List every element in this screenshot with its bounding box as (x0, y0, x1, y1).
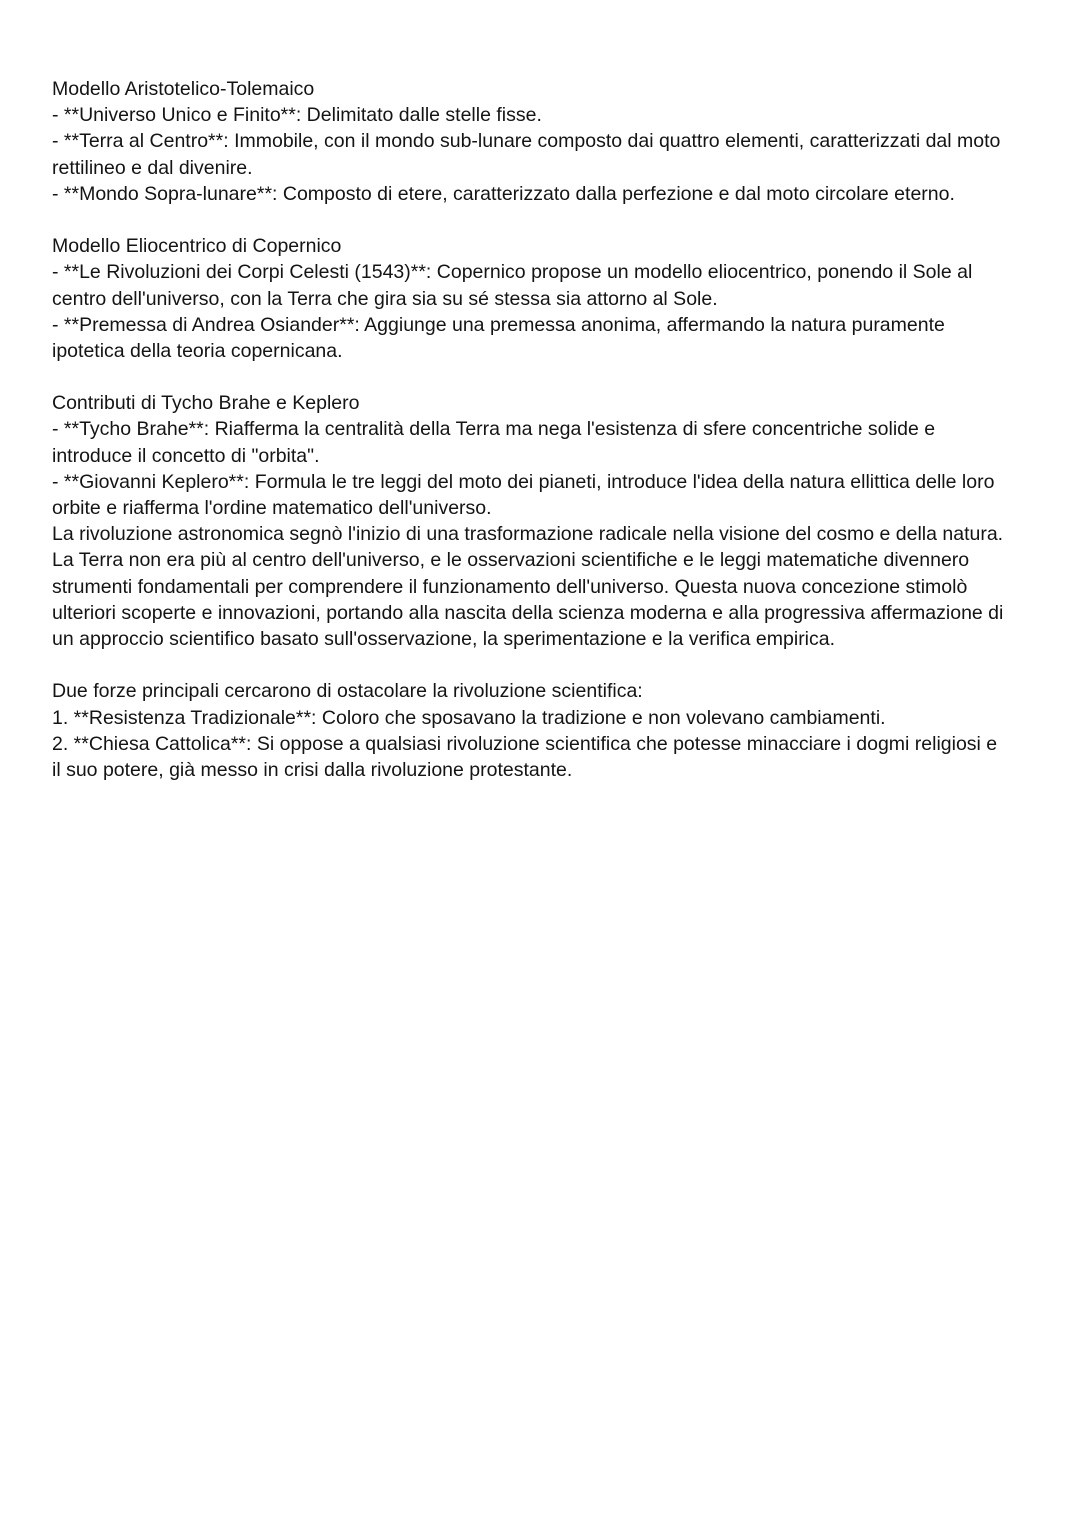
paragraph-gap (52, 652, 1037, 678)
section-copernican-model (52, 233, 1037, 364)
text-line: - **Giovanni Keplero**: Formula le tre leggi del moto dei pianeti, introduce l'idea della natura ellittica delle loro (52, 470, 995, 493)
text-line: centro dell'universo, con la Terra che gira sia su sé stessa sia attorno al Sole. (52, 287, 718, 310)
section-heading: Modello Aristotelico-Tolemaico (52, 78, 315, 100)
text-line: rettilineo e dal divenire. (52, 156, 253, 179)
list-item: 1. **Resistenza Tradizionale**: Coloro che sposavano la tradizione e non volevano cambiamenti. (52, 706, 886, 729)
section-heading: Modello Eliocentrico di Copernico (52, 235, 342, 258)
text-line: un approccio scientifico basato sull'osservazione, la sperimentazione e la verifica empirica. (52, 627, 836, 650)
text-line: La rivoluzione astronomica segnò l'inizio di una trasformazione radicale nella visione del cosmo e della natura. (52, 523, 1004, 546)
section-aristotelian-model (52, 76, 1037, 207)
paragraph-gap (52, 207, 1037, 233)
text-line: - **Premessa di Andrea Osiander**: Aggiunge una premessa anonima, affermando la natura puramente (52, 313, 945, 336)
text-line: ulteriori scoperte e innovazioni, portando alla nascita della scienza moderna e alla progressiva affermazione di (52, 601, 1004, 624)
text-line: - **Mondo Sopra-lunare**: Composto di etere, caratterizzato dalla perfezione e dal moto circolare eterno. (52, 182, 955, 205)
section-heading: Contributi di Tycho Brahe e Keplero (52, 392, 360, 415)
text-line: - **Universo Unico e Finito**: Delimitato dalle stelle fisse. (52, 104, 542, 127)
text-line: introduce il concetto di "orbita". (52, 444, 320, 467)
text-line: - **Le Rivoluzioni dei Corpi Celesti (1543)**: Copernico propose un modello eliocentrico, ponendo il Sole al (52, 261, 973, 284)
document-page (52, 76, 1037, 783)
list-item: il suo potere, già messo in crisi dalla rivoluzione protestante. (52, 758, 573, 781)
section-brahe-kepler (52, 390, 1037, 652)
text-line: strumenti fondamentali per comprendere il funzionamento dell'universo. Questa nuova concezione stimolò (52, 575, 968, 598)
text-line: - **Terra al Centro**: Immobile, con il mondo sub-lunare composto dai quattro elementi, caratterizzati dal moto (52, 130, 1001, 153)
text-line: orbite e riafferma l'ordine matematico dell'universo. (52, 497, 492, 519)
text-line: ipotetica della teoria copernicana. (52, 339, 343, 362)
paragraph-gap (52, 364, 1037, 390)
text-line: - **Tycho Brahe**: Riafferma la centralità della Terra ma nega l'esistenza di sfere concentriche solide e (52, 418, 936, 441)
text-line: La Terra non era più al centro dell'universo, e le osservazioni scientifiche e le leggi matematiche divennero (52, 549, 970, 572)
section-opposing-forces (52, 678, 1037, 783)
list-item: 2. **Chiesa Cattolica**: Si oppose a qualsiasi rivoluzione scientifica che potesse minacciare i dogmi religiosi e (52, 732, 998, 755)
section-heading: Due forze principali cercarono di ostacolare la rivoluzione scientifica: (52, 680, 643, 703)
